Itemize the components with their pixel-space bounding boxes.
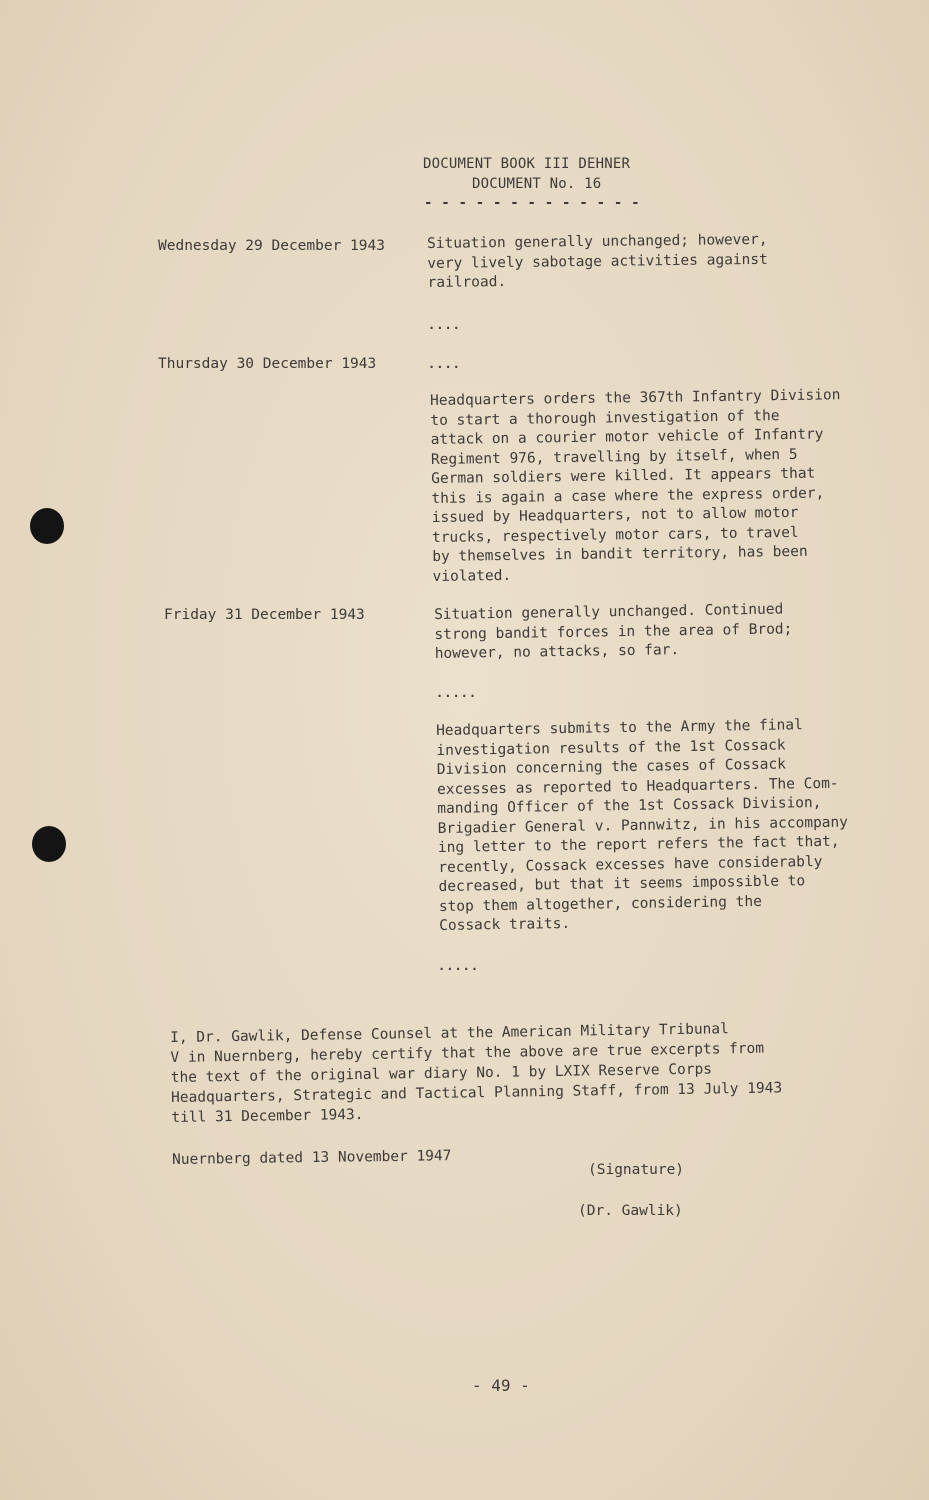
entry-text: Headquarters submits to the Army the final investigation results of the 1st Cossack Division concerning the cases of Cossack excesses as reported to Headquarters. The Com- manding Officer of the 1st Cossack Division, Brigadier General v. Pannwitz, in his accompany ing letter to the report refers the fact that, recently, Cossack excesses have considerably decreased, but that it seems impossible to stop them altogether, considering the Cossack traits.	[436, 717, 849, 934]
entry-text: Situation generally unchanged; however, very lively sabotage activities against railroad.	[427, 231, 768, 291]
separator-dots: ....	[428, 318, 461, 332]
punch-hole-top	[30, 508, 64, 544]
punch-hole-bottom	[32, 826, 66, 862]
entry-date: Wednesday 29 December 1943	[158, 238, 385, 254]
entry-text: Situation generally unchanged. Continued strong bandit forces in the area of Brod; however, no attacks, so far.	[434, 601, 793, 662]
header-rule: - - - - - - - - - - - - -	[424, 195, 640, 211]
entry-date: Thursday 30 December 1943	[158, 356, 377, 372]
certification-text: I, Dr. Gawlik, Defense Counsel at the American Military Tribunal V in Nuernberg, hereby certify that the above are true excerpts from the text of the original war diary No. 1 by LXIX Reserve Corps Headquarters, Strategic and Tactical Planning Staff, from 13 July 1943 till 31 December 1943.	[170, 1021, 783, 1126]
document-number: DOCUMENT No. 16	[472, 176, 602, 192]
separator-dots: .....	[438, 959, 480, 973]
page-number: - 49 -	[472, 1376, 530, 1395]
separator-dots: ....	[428, 357, 461, 371]
separator-dots: .....	[436, 686, 478, 700]
signer-name: (Dr. Gawlik)	[578, 1203, 683, 1219]
place-date: Nuernberg dated 13 November 1947	[172, 1148, 452, 1168]
entry-date: Friday 31 December 1943	[164, 607, 365, 623]
entry-text: Headquarters orders the 367th Infantry Division to start a thorough investigation of the attack on a courier motor vehicle of Infantry Regiment 976, travelling by itself, when 5 German soldiers were killed. It appears that this is again a case where the express order, issued by Headquarters, not to allow motor trucks, respectively motor cars, to travel by themselves in bandit territory, has been violated.	[430, 387, 841, 585]
document-book-title: DOCUMENT BOOK III DEHNER	[423, 156, 631, 172]
signature: (Signature)	[588, 1162, 685, 1178]
